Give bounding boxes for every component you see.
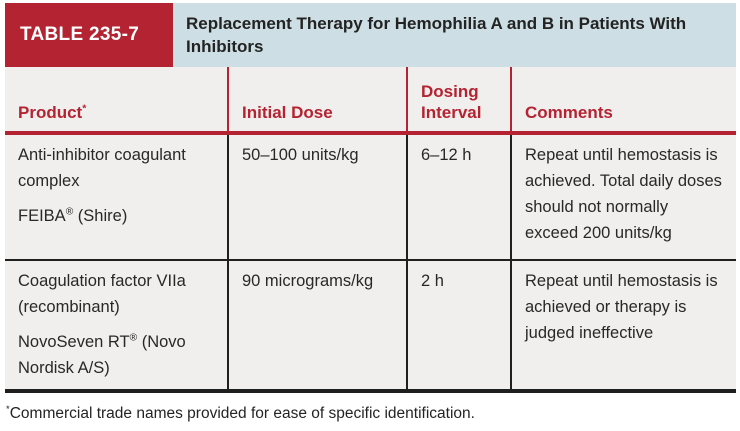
product-name: Coagulation factor VIIa (recombinant) — [18, 272, 186, 316]
column-header-dosing-interval — [408, 67, 512, 131]
manufacturer-text: (Novo Nordisk A/S) — [18, 333, 186, 377]
table-number-label: TABLE 235-7 — [20, 24, 140, 45]
initial-dose-cell: 50–100 units/kg — [229, 135, 408, 259]
table-number-badge — [5, 3, 173, 67]
table-title: Replacement Therapy for Hemophilia A and B in Patients With Inhibitors — [186, 14, 687, 56]
dosing-interval-header-text: Dosing Interval — [421, 82, 482, 122]
column-header-comments — [512, 67, 736, 131]
column-header-row — [5, 67, 736, 135]
table-row — [5, 135, 736, 261]
dosing-interval-cell: 6–12 h — [408, 135, 512, 259]
product-cell — [5, 261, 229, 389]
trade-name-text: NovoSeven RT — [18, 333, 130, 351]
product-cell — [5, 135, 229, 259]
initial-dose-header-text: Initial Dose — [242, 103, 333, 122]
product-header-label — [18, 102, 86, 123]
product-trade-name — [18, 329, 213, 381]
product-asterisk: * — [82, 102, 87, 115]
column-header-initial-dose — [229, 67, 408, 131]
product-name: Anti-inhibitor coagulant complex — [18, 146, 186, 190]
footnote-text: Commercial trade names provided for ease of specific identification. — [9, 405, 475, 422]
table-footnote — [6, 404, 736, 424]
footnote-asterisk: * — [6, 403, 10, 415]
registered-mark: ® — [129, 332, 138, 344]
comments-cell: Repeat until hemostasis is achieved or therapy is judged ineffective — [525, 272, 718, 342]
table-header-band — [5, 3, 736, 67]
manufacturer-text: (Shire) — [73, 207, 128, 225]
table-row — [5, 261, 736, 393]
trade-name-text: FEIBA — [18, 207, 66, 225]
registered-mark: ® — [65, 206, 74, 218]
comments-header-text: Comments — [525, 103, 613, 122]
comments-cell: Repeat until hemostasis is achieved. Total daily doses should not normally exceed 200 units/kg — [525, 146, 722, 242]
product-trade-name — [18, 203, 213, 229]
initial-dose-cell: 90 micrograms/kg — [229, 261, 408, 389]
dosing-interval-cell: 2 h — [408, 261, 512, 389]
table-title-band — [173, 3, 736, 67]
column-header-product — [5, 67, 229, 131]
product-header-text: Product — [18, 103, 83, 122]
